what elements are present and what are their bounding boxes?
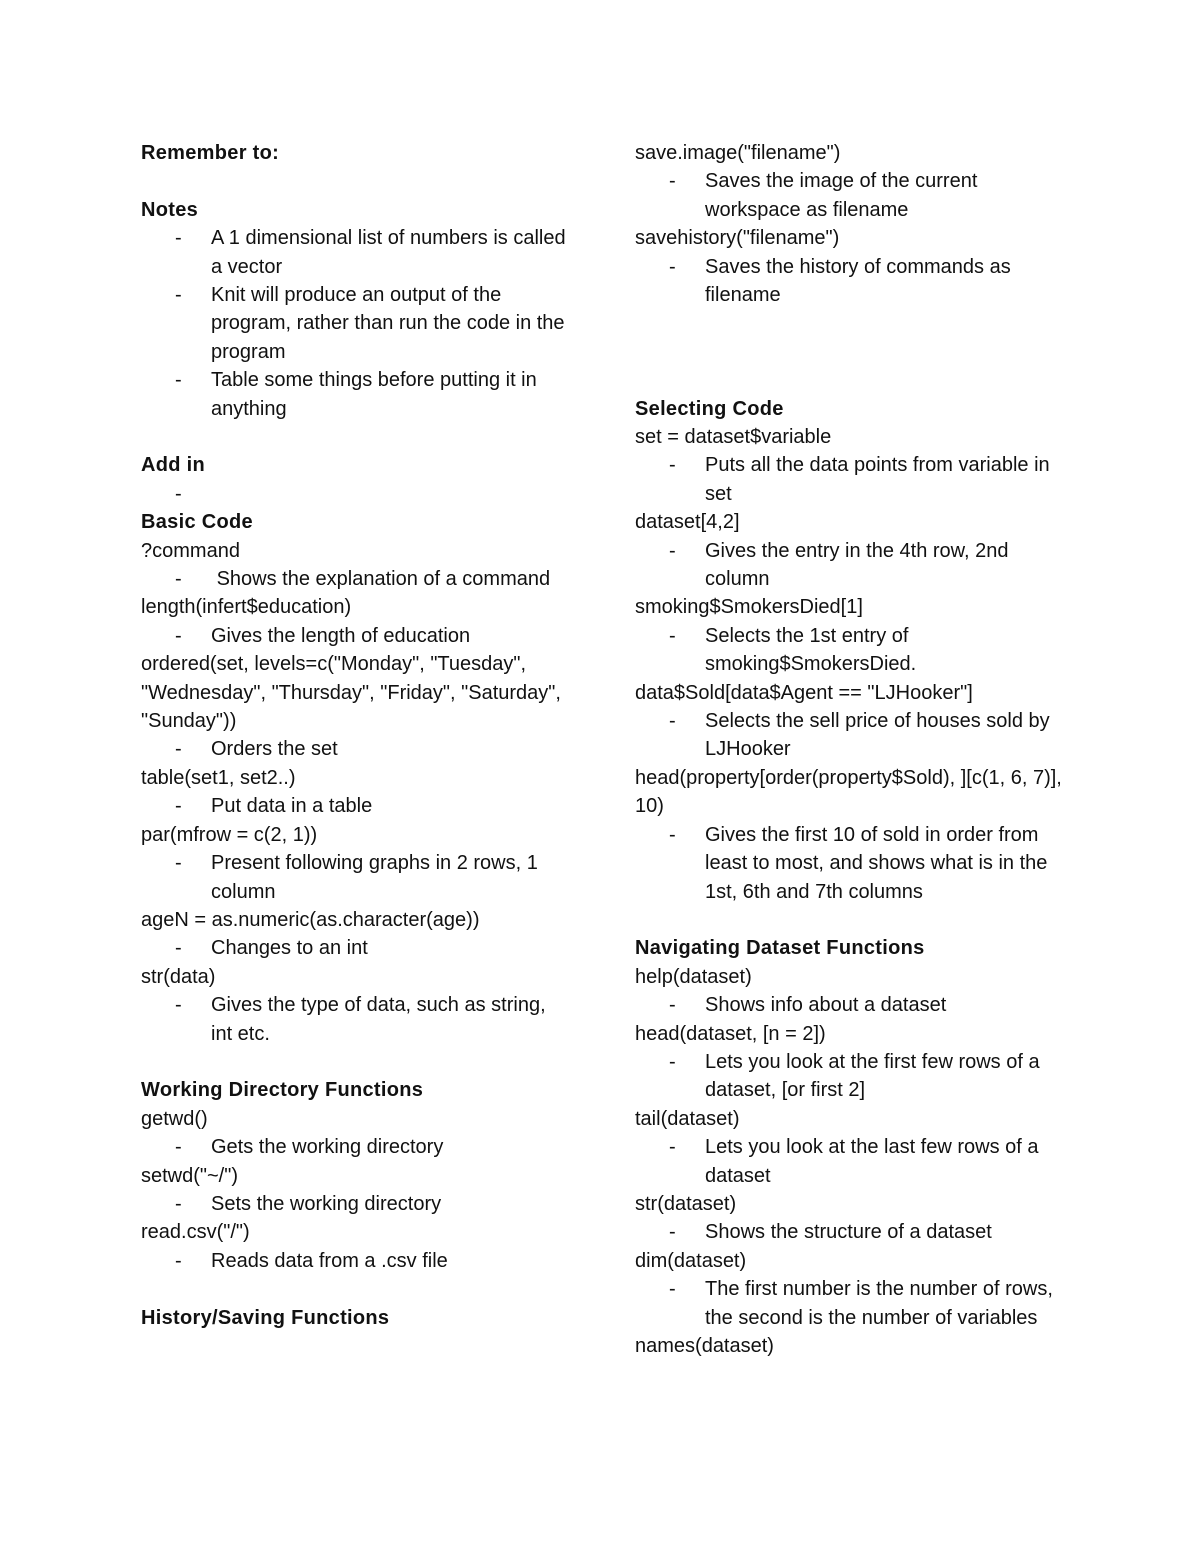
- code-line: str(dataset): [635, 1192, 737, 1215]
- code-description: - Sets the working directory: [175, 1192, 442, 1215]
- code-description: - Present following graphs in 2 rows, 1 column: [175, 852, 538, 903]
- code-description: - Lets you look at the first few rows of a dataset, [or first 2]: [669, 1050, 1040, 1102]
- remember-heading: Remember to:: [141, 142, 280, 164]
- notes-item: - Knit will produce an output of the program, rather than run the code in the program: [175, 284, 565, 363]
- code-line: tail(dataset): [635, 1107, 740, 1130]
- addin-heading: Add in: [141, 454, 206, 477]
- code-line: head(property[order(property$Sold), ][c(1, 6, 7)], 10): [635, 766, 1062, 818]
- notes-item: - Table some things before putting it in anything: [175, 369, 537, 420]
- code-line: getwd(): [141, 1107, 208, 1130]
- code-line: dataset[4,2]: [635, 511, 740, 534]
- code-description: - Orders the set: [175, 738, 338, 761]
- code-description: - The first number is the number of rows, the second is the number of variables: [669, 1278, 1053, 1329]
- code-description: - Gives the length of education: [175, 624, 471, 647]
- code-line: ageN = as.numeric(as.character(age)): [141, 908, 480, 931]
- history-saving-heading: History/Saving Functions: [141, 1306, 390, 1329]
- code-description: - Changes to an int: [175, 937, 368, 960]
- code-description: - Puts all the data points from variable in set: [669, 454, 1050, 505]
- code-line: par(mfrow = c(2, 1)): [141, 823, 318, 846]
- code-description: - Shows the structure of a dataset: [669, 1221, 992, 1244]
- code-description: - Shows info about a dataset: [669, 994, 947, 1017]
- notes-item: - A 1 dimensional list of numbers is called a vector: [175, 227, 566, 278]
- code-description: - Reads data from a .csv file: [175, 1249, 448, 1272]
- code-description: - Saves the image of the current workspace as filename: [669, 170, 978, 221]
- code-line: smoking$SmokersDied[1]: [635, 596, 863, 619]
- code-line: read.csv("/"): [141, 1221, 250, 1244]
- basic-code-heading: Basic Code: [141, 511, 253, 534]
- code-line: length(infert$education): [141, 596, 352, 619]
- navigating-dataset-heading: Navigating Dataset Functions: [635, 937, 925, 960]
- code-line: savehistory("filename"): [635, 227, 840, 250]
- code-line: set = dataset$variable: [635, 426, 832, 449]
- code-line: help(dataset): [635, 965, 752, 988]
- code-line: setwd("~/"): [141, 1164, 239, 1187]
- code-description: - Put data in a table: [175, 795, 373, 818]
- notes-heading: Notes: [141, 198, 199, 221]
- code-line: table(set1, set2..): [141, 766, 296, 789]
- code-line: ordered(set, levels=c("Monday", "Tuesday", "Wednesday", "Thursday", "Friday", "Saturday", "Sunday")): [141, 653, 561, 733]
- code-line: str(data): [141, 965, 216, 988]
- code-description: - Saves the history of commands as filename: [669, 255, 1011, 307]
- code-line: names(dataset): [635, 1335, 774, 1357]
- code-description: - Selects the sell price of houses sold by LJHooker: [669, 710, 1050, 761]
- code-description: - Gives the type of data, such as string, int etc.: [175, 994, 546, 1045]
- code-description: - Gets the working directory: [175, 1136, 444, 1159]
- working-directory-heading: Working Directory Functions: [141, 1079, 424, 1102]
- code-line: head(dataset, [n = 2]): [635, 1022, 826, 1045]
- code-line: dim(dataset): [635, 1249, 747, 1272]
- code-description: - Lets you look at the last few rows of a dataset: [669, 1136, 1039, 1187]
- code-description: - Shows the explanation of a command: [175, 568, 551, 591]
- right-column: [635, 139, 1065, 1360]
- selecting-code-heading: Selecting Code: [635, 397, 784, 420]
- code-line: data$Sold[data$Agent == "LJHooker"]: [635, 681, 973, 704]
- code-description: - Gives the entry in the 4th row, 2nd column: [669, 539, 1009, 591]
- code-line: save.image("filename"): [635, 142, 841, 164]
- code-description: - Selects the 1st entry of smoking$SmokersDied.: [669, 624, 917, 676]
- code-line: ?command: [141, 539, 240, 562]
- left-column: Remember to: Notes - A 1 dimensional list of numbers is called a vector - Knit will produce an output of the program, rather than run the code in the program - Table some things before putting it in anything Add in - Basic Code ?command - Shows the explanation of a command length(infert$education) - Gives the length of education ordered(set, levels=c("Monday", "Tuesday", "Wednesday", "Thursday", "Friday", "Saturday", "Sunday")) - Orders the set table(set1, set2..) - Put data in a table par(mfrow = c(2, 1)) - Present following graphs in 2 rows, 1 column ageN = as.numeric(as.character(age)) - Changes to an int str(data) - Gives the type of data, such as string, int etc. Working Directory Functions getwd() - Gets the working directory setwd("~/") - Sets the working directory read.csv("/") - Reads data from a .csv file History/Saving Functions: [141, 139, 571, 1332]
- code-description: - Gives the first 10 of sold in order from least to most, and shows what is in the 1st, 6th and 7th columns: [669, 823, 1048, 903]
